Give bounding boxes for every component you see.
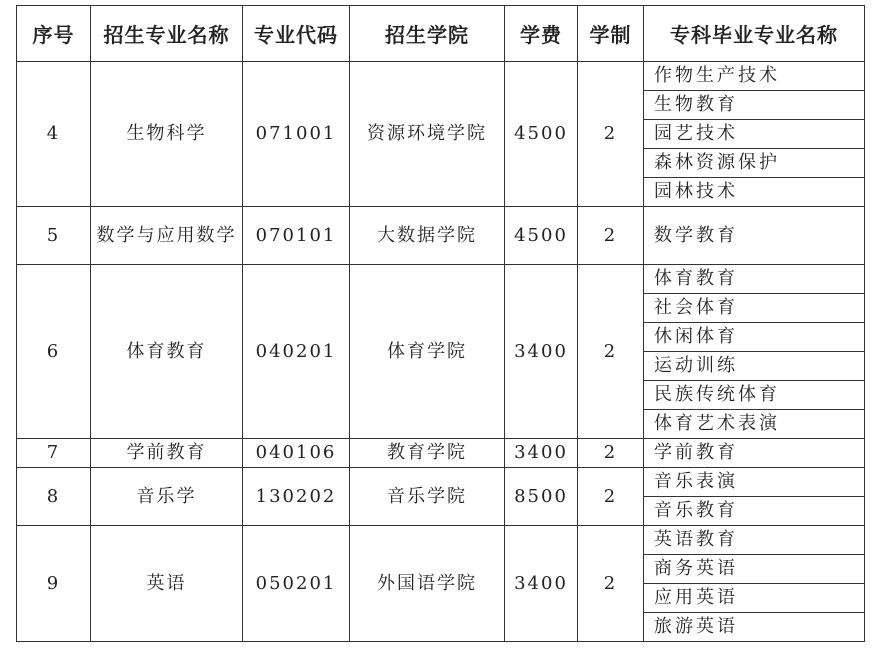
- header-row: [17, 6, 865, 62]
- row-duration: 2: [578, 526, 644, 642]
- row-source-major: 休闲体育: [644, 323, 865, 352]
- row-duration: 2: [578, 265, 644, 439]
- row-code: 071001: [243, 62, 350, 207]
- row-college: 体育学院: [350, 265, 505, 439]
- row-source-major: 民族传统体育: [644, 381, 865, 410]
- row-duration: 2: [578, 468, 644, 526]
- header-college: 招生学院: [350, 6, 505, 62]
- header-index: 序号: [17, 6, 91, 62]
- row-duration: 2: [578, 207, 644, 265]
- row-source-major: 音乐表演: [644, 468, 865, 497]
- table-row: [17, 439, 865, 468]
- row-source-major: 社会体育: [644, 294, 865, 323]
- table-row: [17, 62, 865, 91]
- row-college: 大数据学院: [350, 207, 505, 265]
- row-major: 生物科学: [91, 62, 243, 207]
- row-source-major: 园艺技术: [644, 120, 865, 149]
- header-duration: 学制: [578, 6, 644, 62]
- row-tuition: 4500: [505, 207, 578, 265]
- row-duration: 2: [578, 62, 644, 207]
- row-major: 学前教育: [91, 439, 243, 468]
- header-source-majors: 专科毕业专业名称: [644, 6, 865, 62]
- row-source-major: 英语教育: [644, 526, 865, 555]
- row-tuition: 3400: [505, 265, 578, 439]
- header-tuition: 学费: [505, 6, 578, 62]
- row-major: 英语: [91, 526, 243, 642]
- row-source-major: 体育艺术表演: [644, 410, 865, 439]
- row-source-major: 生物教育: [644, 91, 865, 120]
- row-source-major: 作物生产技术: [644, 62, 865, 91]
- row-tuition: 4500: [505, 62, 578, 207]
- row-index: 6: [17, 265, 91, 439]
- row-index: 5: [17, 207, 91, 265]
- row-index: 4: [17, 62, 91, 207]
- row-source-major: 旅游英语: [644, 613, 865, 642]
- row-index: 7: [17, 439, 91, 468]
- row-college: 教育学院: [350, 439, 505, 468]
- row-source-major: 运动训练: [644, 352, 865, 381]
- row-source-major: 园林技术: [644, 178, 865, 207]
- row-tuition: 3400: [505, 439, 578, 468]
- row-source-major: 体育教育: [644, 265, 865, 294]
- row-tuition: 8500: [505, 468, 578, 526]
- row-source-major: 商务英语: [644, 555, 865, 584]
- row-duration: 2: [578, 439, 644, 468]
- row-college: 资源环境学院: [350, 62, 505, 207]
- row-source-major: 音乐教育: [644, 497, 865, 526]
- header-code: 专业代码: [243, 6, 350, 62]
- row-source-major: 学前教育: [644, 439, 865, 468]
- row-source-major: 森林资源保护: [644, 149, 865, 178]
- admissions-table: [16, 5, 865, 642]
- row-source-major: 应用英语: [644, 584, 865, 613]
- row-code: 070101: [243, 207, 350, 265]
- row-major: 体育教育: [91, 265, 243, 439]
- row-index: 8: [17, 468, 91, 526]
- row-college: 外国语学院: [350, 526, 505, 642]
- table-row: [17, 265, 865, 294]
- row-code: 040106: [243, 439, 350, 468]
- row-tuition: 3400: [505, 526, 578, 642]
- row-source-major: 数学教育: [644, 207, 865, 265]
- table-row: [17, 468, 865, 497]
- header-major: 招生专业名称: [91, 6, 243, 62]
- row-major: 数学与应用数学: [91, 207, 243, 265]
- table-row: [17, 526, 865, 555]
- row-index: 9: [17, 526, 91, 642]
- row-code: 040201: [243, 265, 350, 439]
- row-major: 音乐学: [91, 468, 243, 526]
- row-college: 音乐学院: [350, 468, 505, 526]
- table-body: [17, 62, 865, 642]
- row-code: 050201: [243, 526, 350, 642]
- row-code: 130202: [243, 468, 350, 526]
- table-row: [17, 207, 865, 265]
